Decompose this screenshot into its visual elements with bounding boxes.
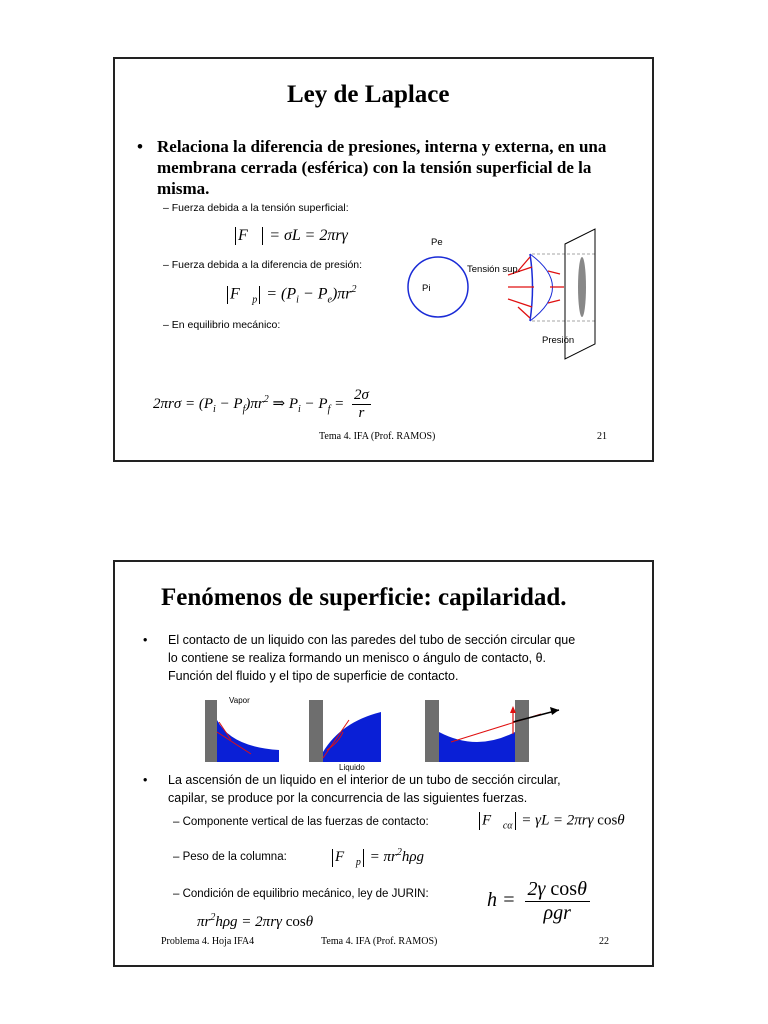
slide-title: Ley de Laplace — [287, 81, 450, 108]
sub-bullet: – Fuerza debida a la diferencia de presión: — [163, 259, 363, 271]
label-liquido: Liquido — [339, 763, 365, 772]
equation-weight: $F⃗_p = \pi r^2h\rho g$ — [330, 847, 424, 868]
page-number: 22 — [599, 936, 609, 947]
bullet-line: El contacto de un liquido con las paredes del tubo de sección circular que — [168, 633, 576, 647]
label-presion: Presión — [542, 335, 575, 346]
sub-bullet: – Peso de la columna: — [173, 851, 287, 863]
label-pe: Pe — [431, 237, 443, 248]
equation-contact-force: $F⃗_{c\alpha} = \gamma L = 2\pi r\gamma$ cosθ — [477, 812, 625, 831]
label-vapor: Vapor — [229, 696, 250, 705]
equation-pressure-force: $F⃗_p = (P_i - P_e)\pi r^2$ — [225, 284, 357, 306]
label-pi: Pi — [422, 283, 431, 294]
capillarity-diagrams — [201, 692, 561, 772]
equation-jurin: h = 2γ cosθ ρgr — [487, 878, 590, 925]
label-tension: Tensión sup. — [467, 264, 521, 275]
bullet-line: capilar, se produce por la concurrencia de las siguientes fuerzas. — [168, 791, 528, 805]
page-number: 21 — [597, 431, 607, 442]
equation-tension-force: F⃗ = σL = 2πrγ — [233, 227, 348, 245]
footer-left: Problema 4. Hoja IFA4 — [161, 936, 255, 947]
footer-center: Tema 4. IFA (Prof. RAMOS) — [321, 936, 438, 947]
sub-bullet: – Fuerza debida a la tensión superficial: — [163, 202, 349, 214]
bullet-dot: • — [143, 633, 148, 647]
equation-equilibrium: $2\pi r\sigma = (P_i - P_f)\pi r^2$ ⇒ $P_i - P_f$ = $\frac{2\sigma}{r}$ — [153, 387, 369, 421]
bullet-line: Función del fluido y el tipo de superficie de contacto. — [168, 669, 459, 683]
bullet-line: lo contiene se realiza formando un menisco o ángulo de contacto, θ. — [168, 651, 547, 665]
bullet-line: Relaciona la diferencia de presiones, interna y externa, en una — [157, 137, 607, 156]
sub-bullet: – En equilibrio mecánico: — [163, 319, 281, 331]
footer-center: Tema 4. IFA (Prof. RAMOS) — [319, 431, 436, 442]
cross-section — [578, 257, 586, 317]
equation-balance: $\pi r^2h\rho g = 2\pi r\gamma$ cosθ — [197, 912, 314, 930]
bubble-circle — [408, 257, 468, 317]
bullet-line: La ascensión de un liquido en el interior de un tubo de sección circular, — [168, 773, 561, 787]
meniscus-diagram-b — [309, 700, 381, 762]
slide-21 — [113, 57, 654, 462]
meniscus-diagram-a — [205, 700, 279, 762]
sub-bullet: – Componente vertical de las fuerzas de contacto: — [173, 816, 429, 828]
bullet-line: membrana cerrada (esférica) con la tensión superficial de la — [157, 158, 592, 177]
tension-arrow — [518, 307, 530, 318]
meniscus-diagram-c — [425, 700, 559, 762]
slide-22 — [113, 560, 654, 967]
bullet-dot: • — [143, 773, 148, 787]
bullet-line: misma. — [157, 179, 210, 198]
slide-title: Fenómenos de superficie: capilaridad. — [161, 584, 567, 611]
sub-bullet: – Condición de equilibrio mecánico, ley de JURIN: — [173, 888, 429, 900]
bullet-dot: • — [137, 137, 143, 156]
